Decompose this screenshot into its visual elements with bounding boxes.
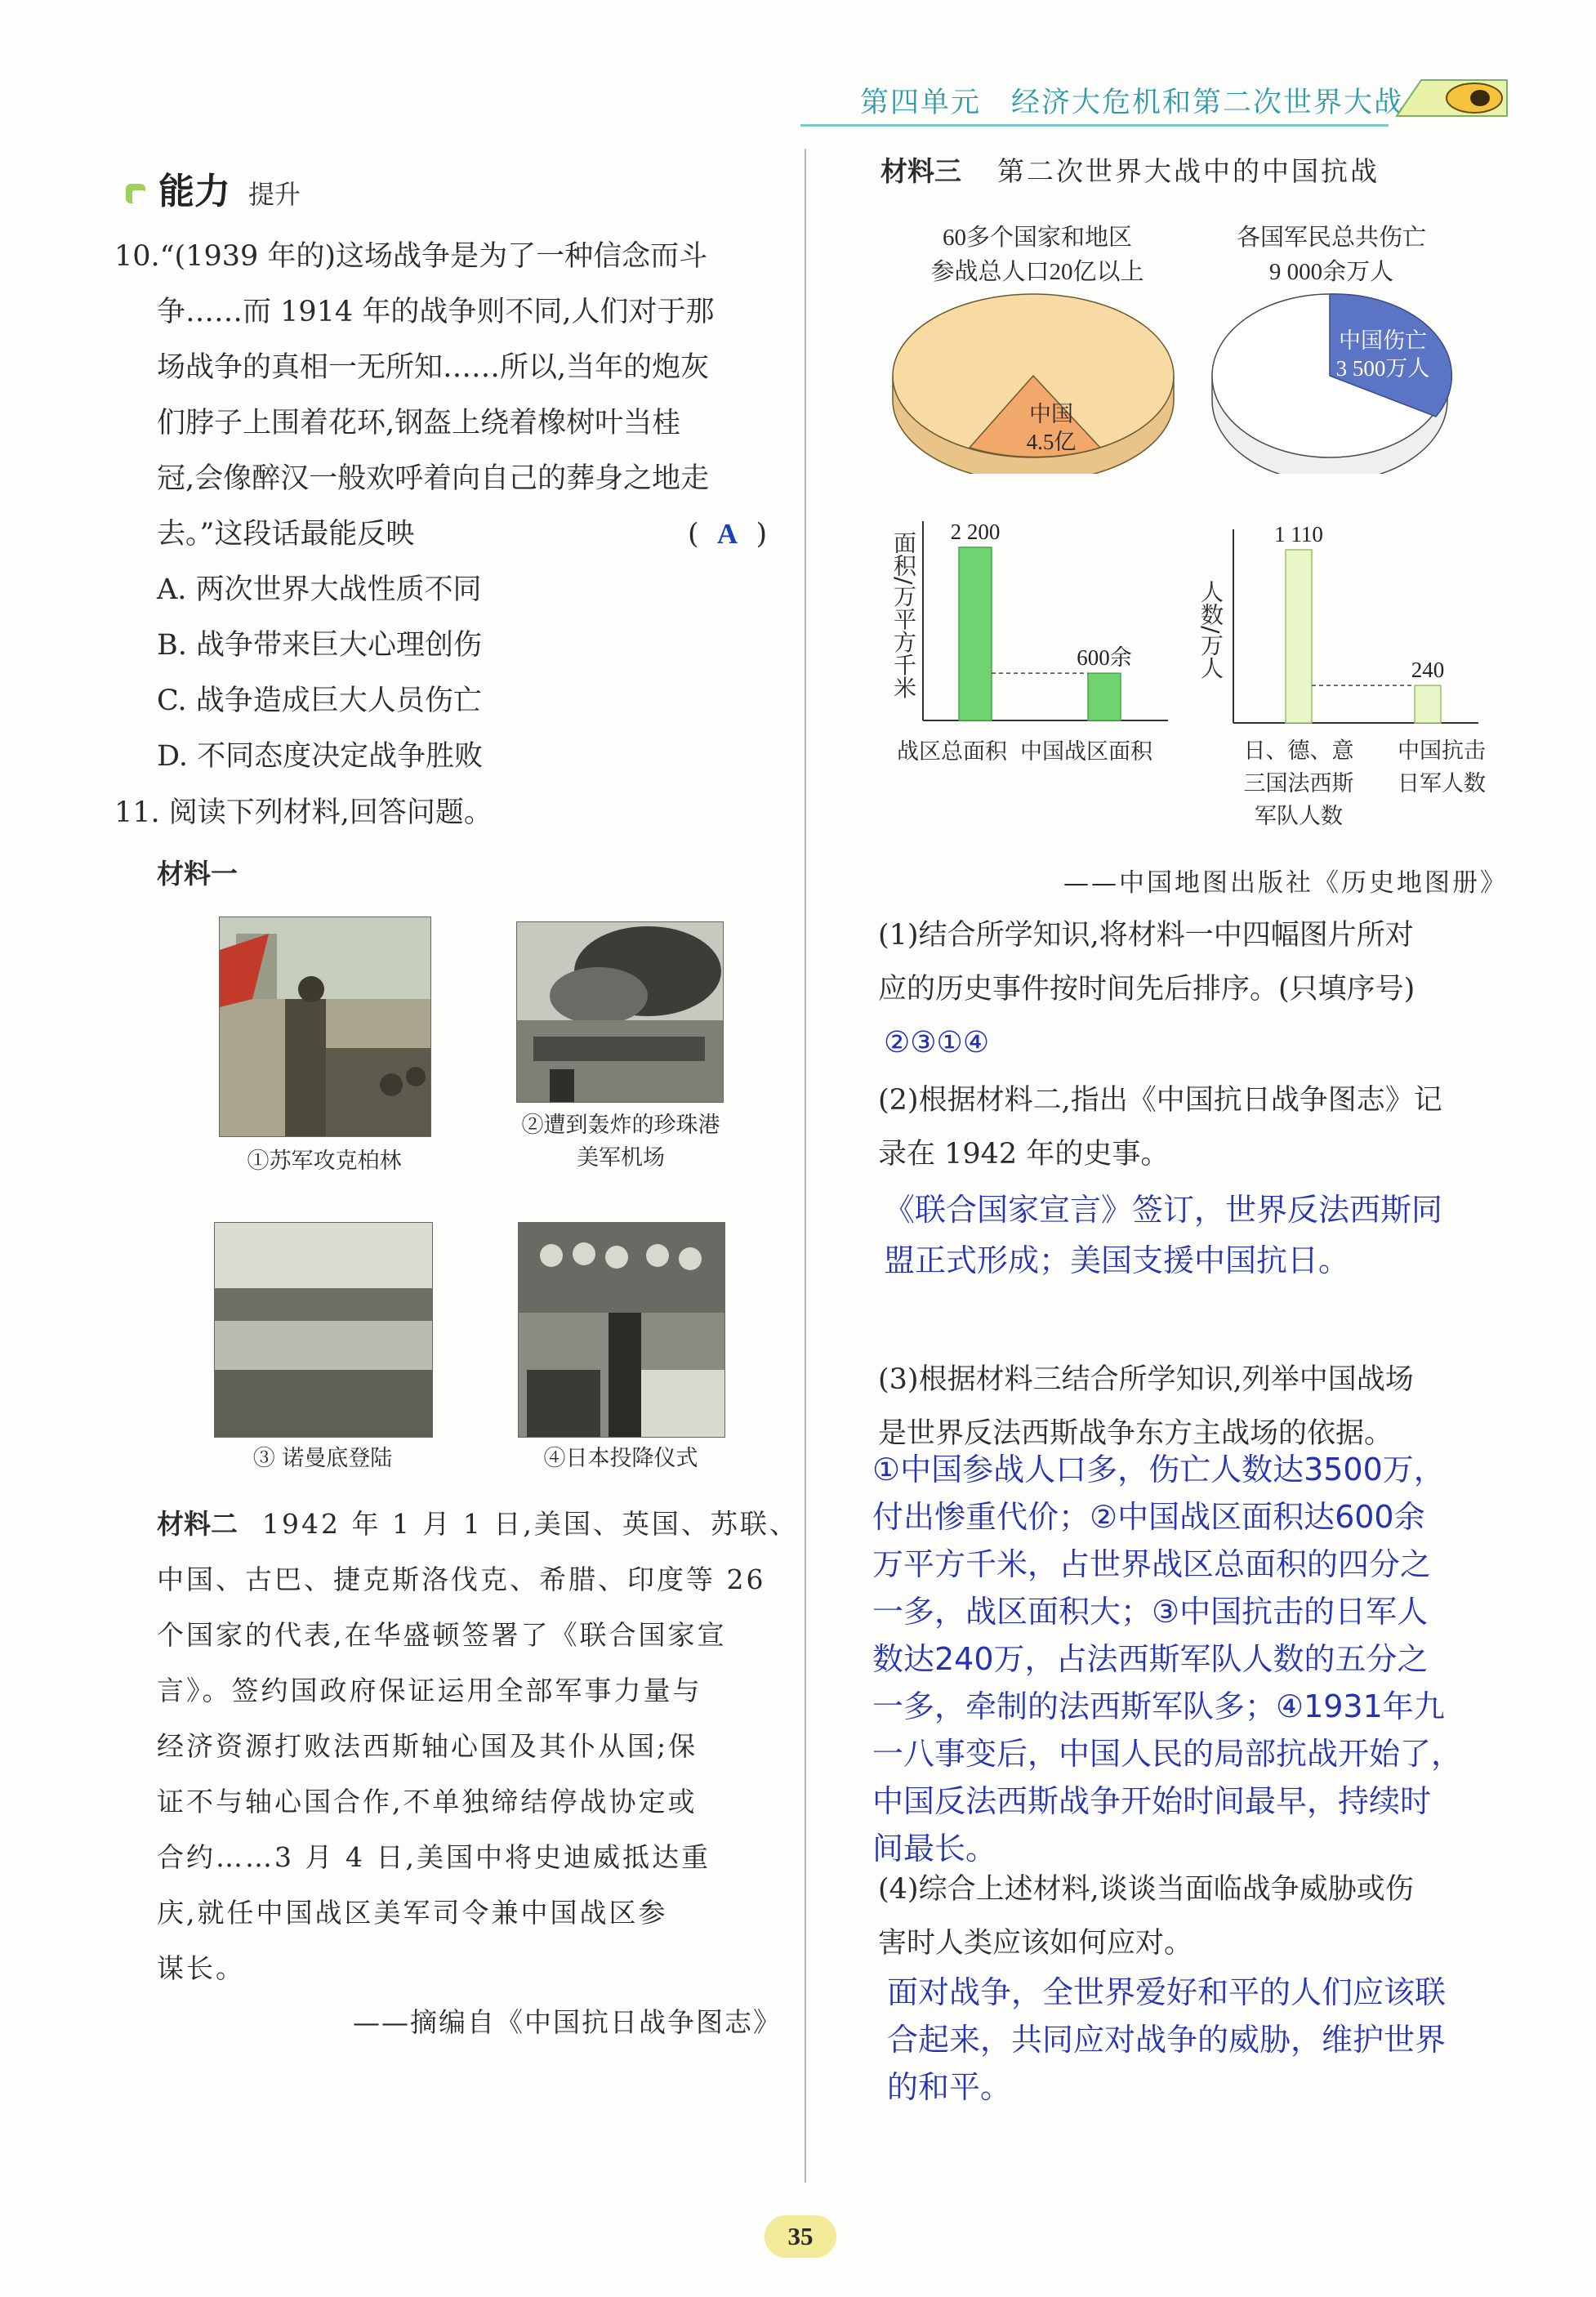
chart2-slice-label: 中国伤亡 3 500万人 bbox=[1335, 328, 1430, 381]
header-rule bbox=[800, 124, 1389, 127]
material-3-source: ——中国地图出版社《历史地图册》 bbox=[1063, 868, 1508, 898]
q10-answer: A bbox=[716, 518, 738, 550]
material-2-line: 合约……3 月 4 日,美国中将史迪威抵达重 bbox=[157, 1841, 711, 1873]
bar-1 bbox=[1415, 685, 1441, 723]
question-10 bbox=[114, 229, 714, 784]
chart3-cat-1: 中国战区面积 bbox=[1020, 739, 1152, 765]
chart4-bars bbox=[1225, 523, 1495, 727]
q11-3-answer: ①中国参战人口多，伤亡人数达3500万， 付出惨重代价；②中国战区面积达600余 万平方千米，占世界战区总面积的四分之 一多，战区面积大；③中国抗击的日军人 数达240万，占法西斯军队人数的五分之 一多，牵制的法西斯军队多；④1931年九 一八事变后，中国人民的局部抗战开始了， 中国反法西斯战争开始时间最早，持续时 间最长。 bbox=[872, 1452, 1463, 1867]
q10-line: 去。”这段话最能反映 bbox=[157, 518, 415, 551]
bar-value-label-0: 2 200 bbox=[950, 520, 1001, 544]
chart4-cat-0: 日、德、意 三国法西斯 军队人数 bbox=[1243, 738, 1354, 829]
photo-soviet-berlin bbox=[219, 917, 431, 1137]
q10-option-a: A. 两次世界大战性质不同 bbox=[157, 573, 482, 606]
page-number: 35 bbox=[765, 2215, 836, 2258]
bar-value-label-1: 600余 bbox=[1077, 645, 1132, 671]
column-divider bbox=[805, 149, 806, 2183]
chart4-ylabel: 人数/万人 bbox=[1197, 580, 1224, 680]
bar-0 bbox=[1286, 550, 1312, 723]
section-leaf-icon bbox=[124, 181, 149, 205]
q11-4-answer: 面对战争，全世界爱好和平的人们应该联 合起来，共同应对战争的威胁，维护世界 的和平。 bbox=[887, 1974, 1447, 2105]
q11-3-prompt: (3)根据材料三结合所学知识,列举中国战场 是世界反法西斯战争东方主战场的依据。 bbox=[878, 1363, 1414, 1450]
material-2-line: 谋长。 bbox=[157, 1952, 245, 1984]
photo-4-caption: ④日本投降仪式 bbox=[543, 1446, 698, 1471]
material-2-line: 1942 年 1 月 1 日,美国、英国、苏联、 bbox=[262, 1508, 799, 1540]
material-2-line: 中国、古巴、捷克斯洛伐克、希腊、印度等 26 bbox=[157, 1563, 766, 1595]
material-2-source: ——摘编自《中国抗日战争图志》 bbox=[353, 2006, 782, 2038]
bar-0 bbox=[959, 547, 992, 720]
q10-line: 争……而 1914 年的战争则不同,人们对于那 bbox=[157, 296, 715, 328]
material-2-label: 材料二 bbox=[157, 1508, 238, 1540]
chart3-ylabel: 面积/万平方千米 bbox=[890, 531, 917, 699]
photo-pearl-harbor bbox=[516, 921, 724, 1103]
chart2-title: 各国军民总共伤亡 9 000余万人 bbox=[1236, 225, 1426, 285]
q10-line: 冠,会像醉汉一般欢呼着向自己的葬身之地走 bbox=[157, 462, 710, 495]
photo-japan-surrender bbox=[518, 1222, 725, 1438]
chart3-categories bbox=[897, 734, 1191, 765]
q11-2-answer: 《联合国家宣言》签订，世界反法西斯同 盟正式形成；美国支援中国抗日。 bbox=[884, 1192, 1443, 1278]
material-2 bbox=[157, 1496, 799, 1996]
photo-1-caption: ①苏军攻克柏林 bbox=[247, 1148, 402, 1174]
photo-3-caption: ③ 诺曼底登陆 bbox=[252, 1446, 393, 1471]
photo-normandy bbox=[214, 1222, 433, 1438]
material-3-label: 材料三 bbox=[880, 155, 961, 187]
chart1-slice-label: 中国 4.5亿 bbox=[1026, 402, 1077, 454]
section-title: 能力 提升 bbox=[124, 162, 301, 214]
q10-answer-bracket: ( A ) bbox=[688, 518, 768, 551]
material-3-heading bbox=[880, 150, 1380, 189]
chart3-cat-0: 战区总面积 bbox=[897, 739, 1007, 765]
material-3-title: 第二次世界大战中的中国抗战 bbox=[997, 155, 1380, 187]
q10-line: 场战争的真相一无所知……所以,当年的炮灰 bbox=[157, 351, 710, 384]
q11-1-answer: ②③①④ bbox=[884, 1026, 990, 1059]
photo-2-caption: ②遭到轰炸的珍珠港 美军机场 bbox=[521, 1113, 720, 1171]
brand-logo bbox=[1389, 75, 1511, 121]
bar-value-label-1: 240 bbox=[1411, 658, 1445, 683]
material-1-label: 材料一 bbox=[157, 858, 238, 890]
bar-1 bbox=[1088, 673, 1121, 720]
q11-stem: 11. 阅读下列材料,回答问题。 bbox=[114, 796, 493, 829]
q10-line: 们脖子上围着花环,钢盔上绕着橡树叶当桂 bbox=[157, 407, 681, 439]
chart1-title: 60多个国家和地区 参战总人口20亿以上 bbox=[930, 225, 1144, 285]
q11-1-prompt: (1)结合所学知识,将材料一中四幅图片所对 应的历史事件按时间先后排序。(只填序号) bbox=[878, 919, 1415, 1006]
chart4-cat-1: 中国抗击 日军人数 bbox=[1398, 738, 1486, 796]
material-2-line: 证不与轴心国合作,不单独缔结停战协定或 bbox=[157, 1786, 698, 1818]
q10-option-d: D. 不同态度决定战争胜败 bbox=[157, 740, 484, 773]
q10-option-c: C. 战争造成巨大人员伤亡 bbox=[157, 685, 482, 717]
material-2-line: 经济资源打败法西斯轴心国及其仆从国;保 bbox=[157, 1730, 698, 1762]
bar-value-label-0: 1 110 bbox=[1274, 523, 1323, 546]
chart3-bars bbox=[915, 515, 1184, 727]
material-2-line: 个国家的代表,在华盛顿签署了《联合国家宣 bbox=[157, 1619, 727, 1651]
q10-line: 10.“(1939 年的)这场战争是为了一种信念而斗 bbox=[114, 240, 708, 273]
material-2-line: 庆,就任中国战区美军司令兼中国战区参 bbox=[157, 1897, 668, 1929]
unit-header-title: 第四单元 经济大危机和第二次世界大战 bbox=[859, 87, 1404, 119]
q11-2-prompt: (2)根据材料二,指出《中国抗日战争图志》记 录在 1942 年的史事。 bbox=[878, 1084, 1442, 1171]
q11-4-prompt: (4)综合上述材料,谈谈当面临战争威胁或伤 害时人类应该如何应对。 bbox=[878, 1873, 1414, 1960]
material-2-line: 言》。签约国政府保证运用全部军事力量与 bbox=[157, 1675, 702, 1706]
q10-option-b: B. 战争带来巨大心理创伤 bbox=[157, 629, 482, 662]
